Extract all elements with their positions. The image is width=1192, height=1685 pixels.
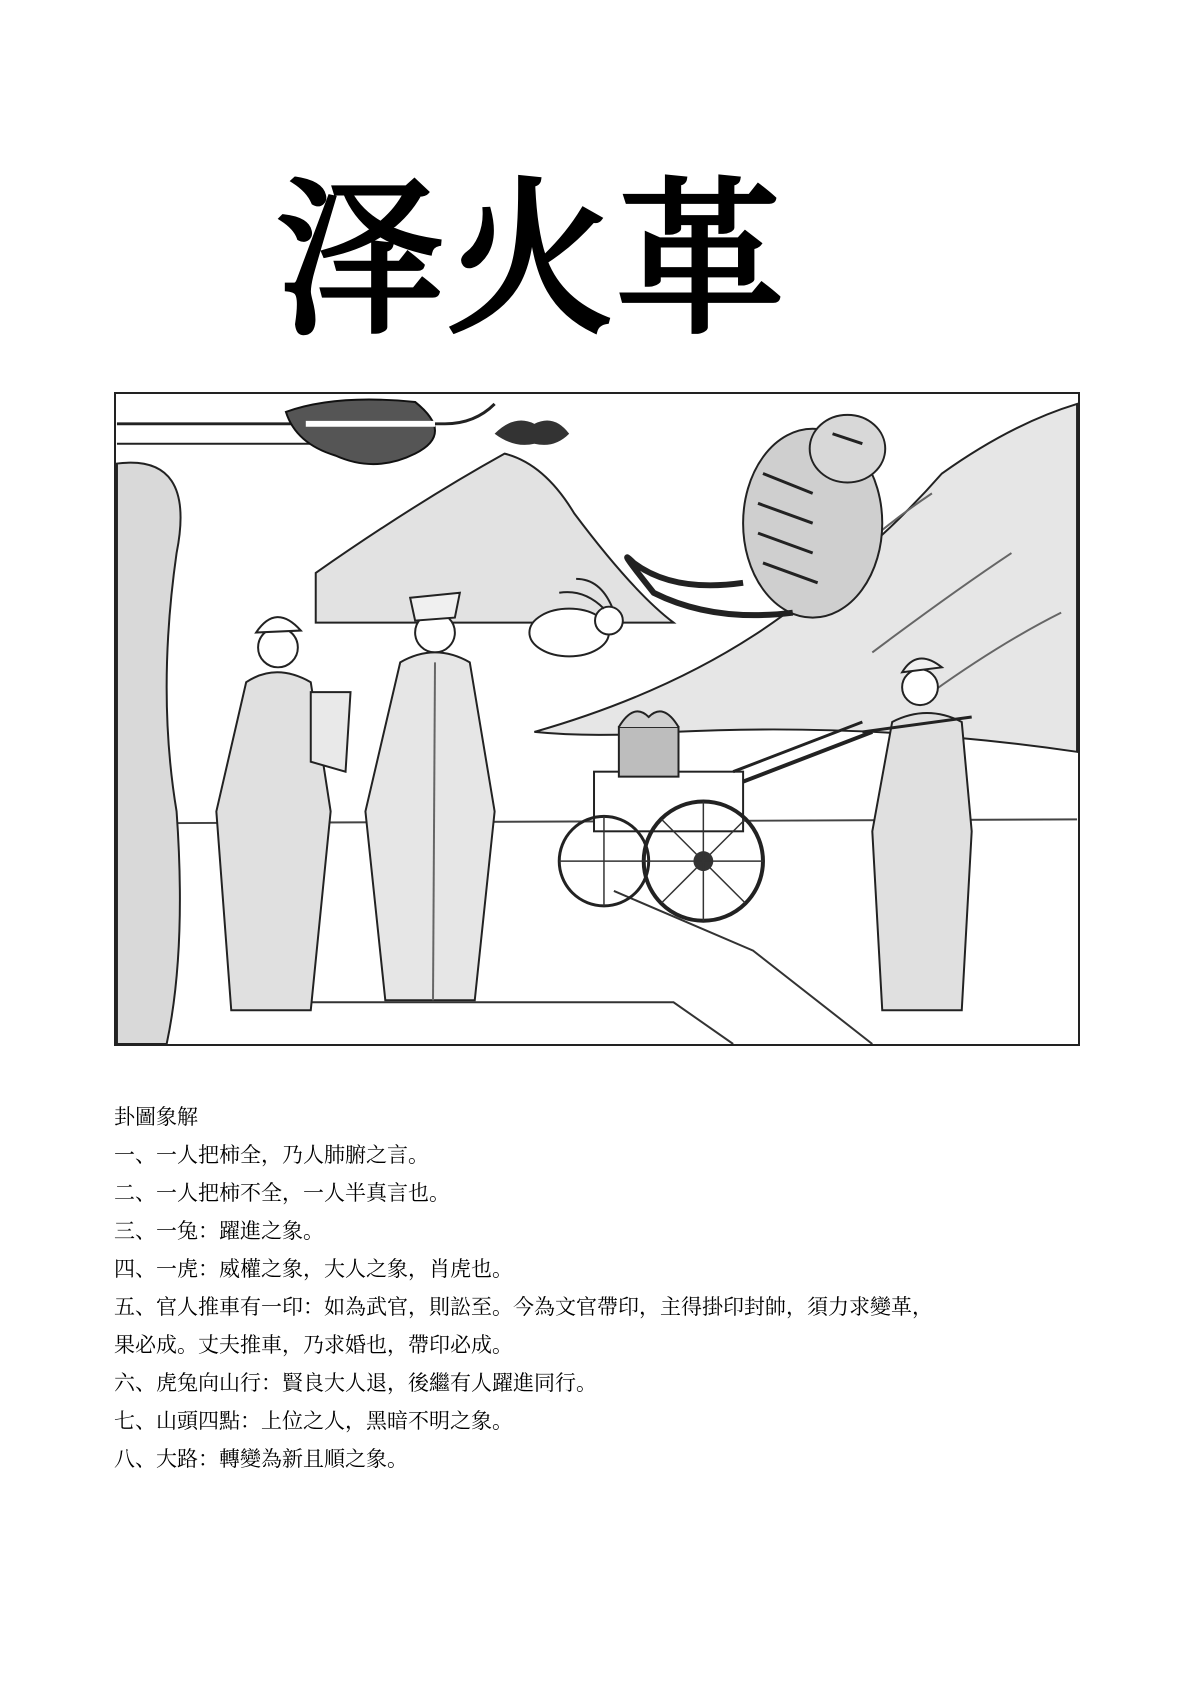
official-figure-icon [216,617,350,1010]
cart-icon [559,711,872,920]
official-figure-icon [365,593,494,1000]
list-item: 一、一人把柿全，乃人肺腑之言。 [114,1143,429,1167]
tiger-icon [627,415,885,618]
list-item: 六、虎兔向山行：賢良大人退，後繼有人躍進同行。 [114,1371,597,1395]
notes-list [114,1136,1074,1478]
list-item: 七、山頭四點：上位之人，黑暗不明之象。 [114,1409,513,1433]
list-item: 二、一人把柿不全，一人半真言也。 [114,1181,450,1205]
hexagram-illustration [114,392,1080,1046]
list-item: 三、一兔：躍進之象。 [114,1219,324,1243]
list-item: 果必成。丈夫推車，乃求婚也，帶印必成。 [114,1333,513,1357]
list-item: 五、官人推車有一印：如為武官，則訟至。今為文官帶印，主得掛印封帥，須力求變革， [114,1295,933,1319]
list-item: 八、大路：轉變為新且順之象。 [114,1447,408,1471]
list-item: 四、一虎：威權之象，大人之象，肖虎也。 [114,1257,513,1281]
hexagram-explanation [114,1098,1074,1478]
notes-heading: 卦圖象解 [114,1105,198,1129]
page-title: 泽火革 [276,162,786,358]
